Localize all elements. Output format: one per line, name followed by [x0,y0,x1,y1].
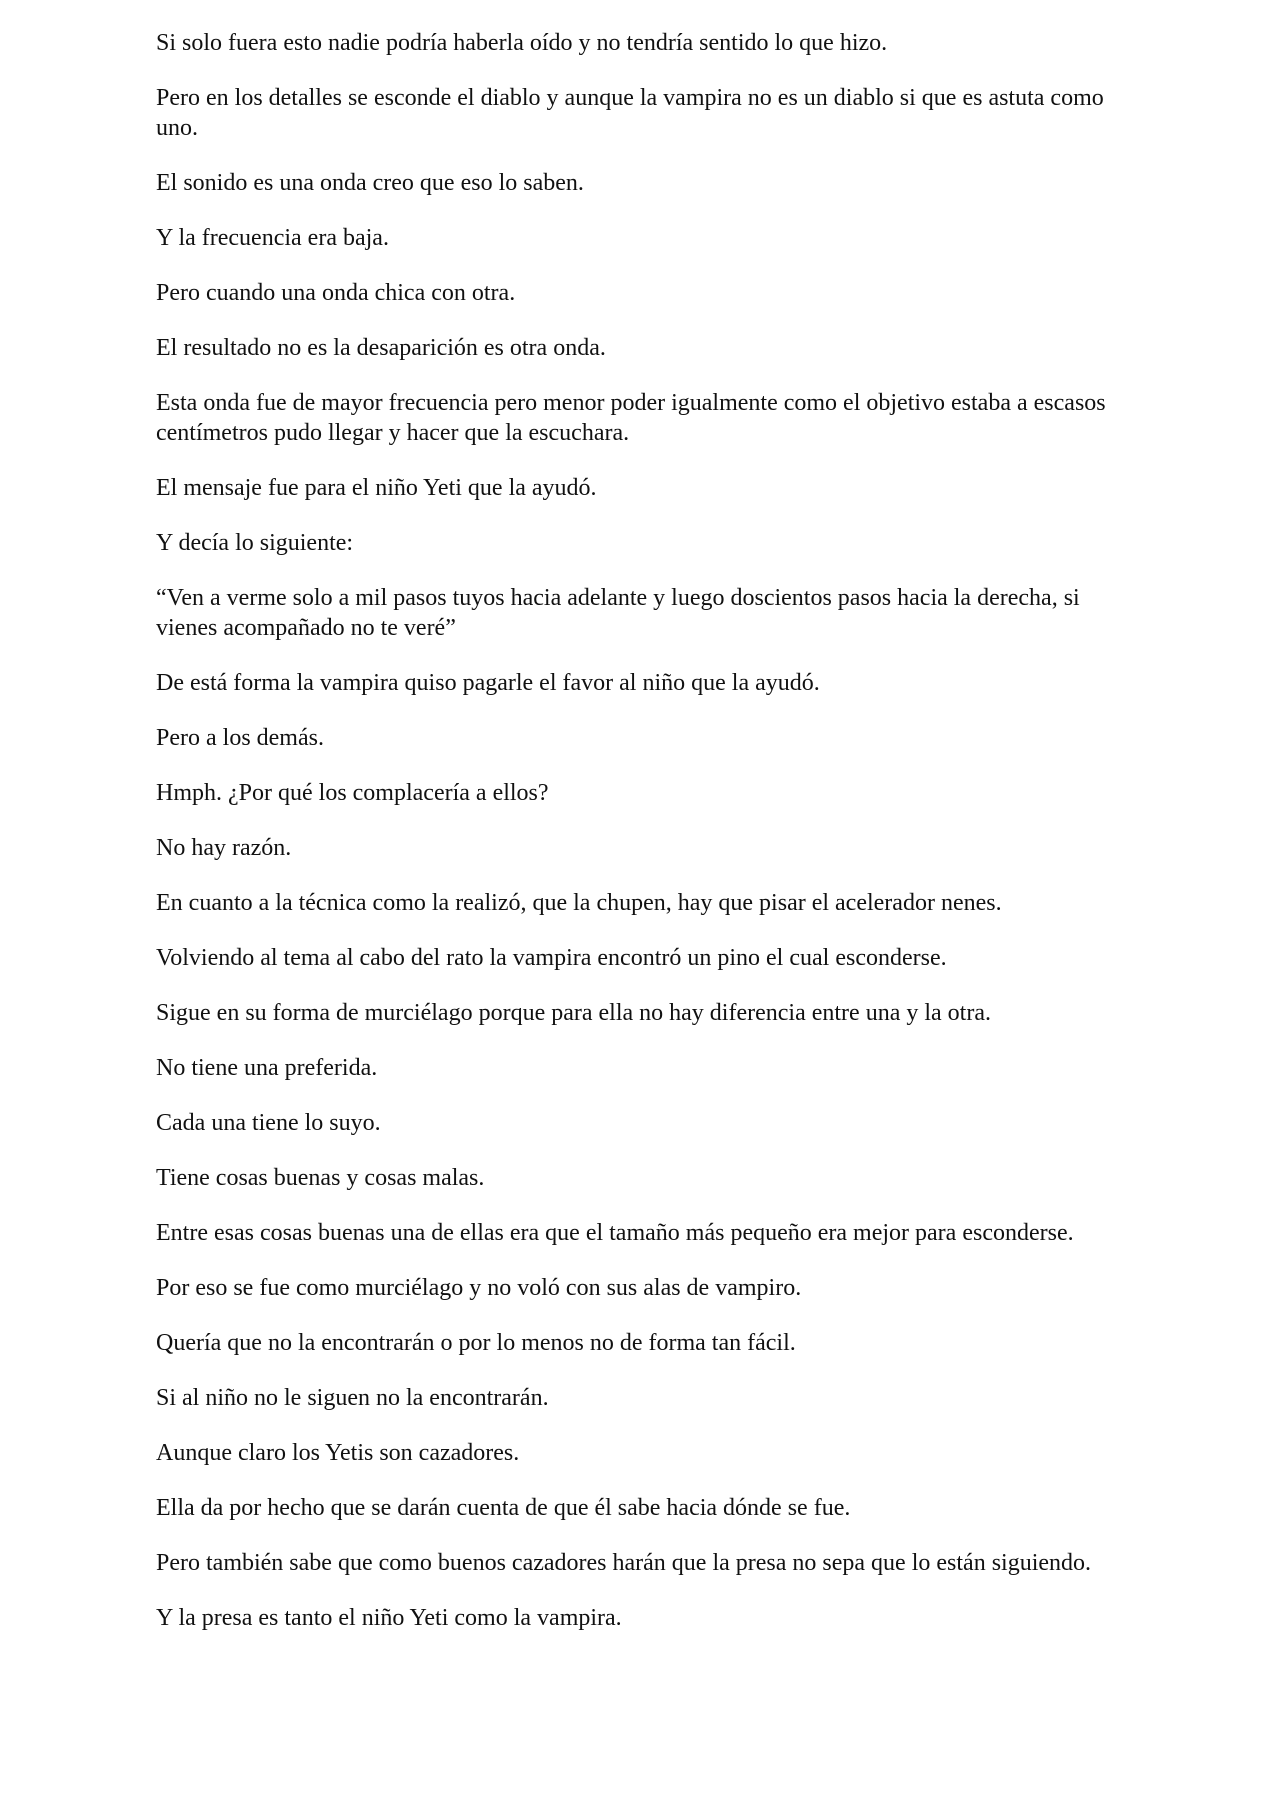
paragraph: Pero también sabe que como buenos cazadores harán que la presa no sepa que lo están siguiendo. [156,1550,1092,1576]
paragraph: Y decía lo siguiente: [156,530,354,556]
paragraph: Pero a los demás. [156,725,324,751]
paragraph: El mensaje fue para el niño Yeti que la ayudó. [156,475,597,501]
paragraph: Sigue en su forma de murciélago porque para ella no hay diferencia entre una y la otra. [156,1000,991,1026]
paragraph: Volviendo al tema al cabo del rato la vampira encontró un pino el cual esconderse. [156,945,947,971]
paragraph: El resultado no es la desaparición es otra onda. [156,335,606,361]
paragraph: No hay razón. [156,835,292,861]
paragraph: Pero en los detalles se esconde el diablo y aunque la vampira no es un diablo si que es astuta como uno. [156,85,1104,141]
paragraph: Pero cuando una onda chica con otra. [156,280,516,306]
paragraph: Entre esas cosas buenas una de ellas era que el tamaño más pequeño era mejor para esconderse. [156,1220,1074,1246]
document-body [156,28,1146,1658]
paragraph: El sonido es una onda creo que eso lo saben. [156,170,584,196]
paragraph: “Ven a verme solo a mil pasos tuyos hacia adelante y luego doscientos pasos hacia la derecha, si vienes acompañado no te veré” [156,585,1080,641]
paragraph: Hmph. ¿Por qué los complacería a ellos? [156,780,549,806]
paragraph: Quería que no la encontrarán o por lo menos no de forma tan fácil. [156,1330,796,1356]
paragraph: Si al niño no le siguen no la encontrarán. [156,1385,549,1411]
paragraph: Aunque claro los Yetis son cazadores. [156,1440,520,1466]
paragraph: Ella da por hecho que se darán cuenta de que él sabe hacia dónde se fue. [156,1495,851,1521]
paragraph: No tiene una preferida. [156,1055,378,1081]
paragraph: De está forma la vampira quiso pagarle el favor al niño que la ayudó. [156,670,820,696]
paragraph: Y la frecuencia era baja. [156,225,389,251]
paragraph: Tiene cosas buenas y cosas malas. [156,1165,485,1191]
paragraph: Esta onda fue de mayor frecuencia pero menor poder igualmente como el objetivo estaba a escasos centímetros pudo llegar y hacer que la escuchara. [156,390,1106,446]
paragraph: En cuanto a la técnica como la realizó, que la chupen, hay que pisar el acelerador nenes. [156,890,1002,916]
paragraph: Cada una tiene lo suyo. [156,1110,381,1136]
paragraph: Y la presa es tanto el niño Yeti como la vampira. [156,1605,622,1631]
paragraph: Por eso se fue como murciélago y no voló con sus alas de vampiro. [156,1275,802,1301]
paragraph: Si solo fuera esto nadie podría haberla oído y no tendría sentido lo que hizo. [156,30,888,56]
